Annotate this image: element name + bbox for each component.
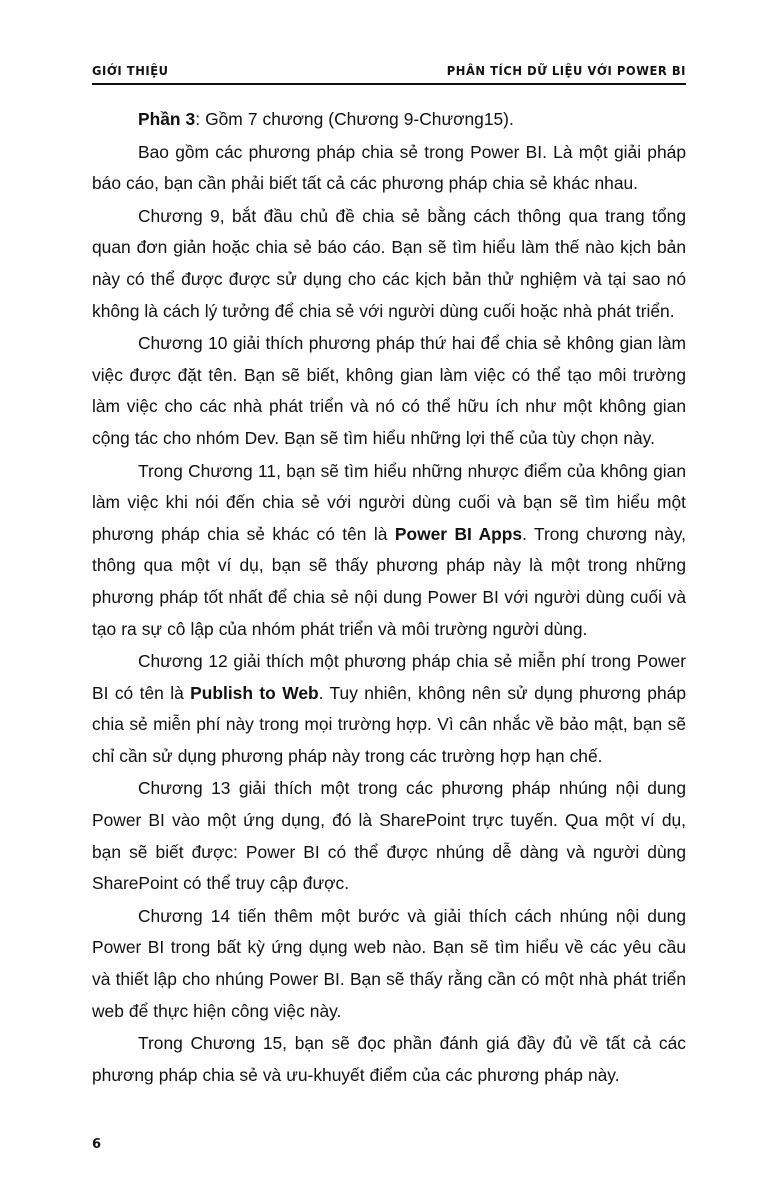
- publish-to-web-term: Publish to Web: [190, 682, 319, 703]
- header-divider: [92, 83, 686, 85]
- paragraph-part3: [92, 104, 686, 136]
- chapter-11-text-b: . Trong chương này, thông qua một ví dụ, bạn sẽ thấy phương pháp này là một trong những phương pháp tốt nhất để chia sẻ nội dung Power BI với người dùng cuối và tạo ra sự cô lập của nhóm phát triển và môi trường người dùng.: [92, 523, 686, 639]
- paragraph-chapter-13: Chương 13 giải thích một trong các phương pháp nhúng nội dung Power BI vào một ứng dụng, đó là SharePoint trực tuyến. Qua một ví dụ, bạn sẽ biết được: Power BI có thể được nhúng dễ dàng và người dùng SharePoint có thể truy cập được.: [92, 778, 686, 894]
- paragraph-chapter-11: [92, 456, 686, 646]
- chapter-11-text-a: Trong Chương 11, bạn sẽ tìm hiểu những nhược điểm của không gian làm việc khi nói đến chia sẻ với người dùng cuối và bạn sẽ tìm hiểu một phương pháp chia sẻ khác có tên là: [92, 460, 686, 544]
- running-head-left: GIỚI THIỆU: [92, 63, 169, 78]
- power-bi-apps-term: Power BI Apps: [394, 523, 523, 544]
- running-head-right: PHÂN TÍCH DỮ LIỆU VỚI POWER BI: [446, 63, 686, 78]
- chapter-12-text-b: . Tuy nhiên, không nên sử dụng phương pháp chia sẻ miễn phí này trong mọi trường hợp. Vì cân nhắc về bảo mật, bạn sẽ chỉ cần sử dụng phương pháp này trong các trường hợp hạn chế.: [92, 682, 686, 766]
- paragraph-chapter-12: [92, 646, 686, 772]
- page-body: [92, 104, 686, 1092]
- paragraph-chapter-14: Chương 14 tiến thêm một bước và giải thích cách nhúng nội dung Power BI trong bất kỳ ứng dụng web nào. Bạn sẽ tìm hiểu về các yêu cầu và thiết lập cho nhúng Power BI. Bạn sẽ thấy rằng cần có một nhà phát triển web để thực hiện công việc này.: [92, 905, 686, 1021]
- part3-text: : Gồm 7 chương (Chương 9-Chương15).: [195, 109, 514, 129]
- chapter-12-text-a: Chương 12 giải thích một phương pháp chia sẻ miễn phí trong Power BI có tên là: [92, 651, 686, 703]
- paragraph-chapter-9: Chương 9, bắt đầu chủ đề chia sẻ bằng cách thông qua trang tổng quan đơn giản hoặc chia sẻ báo cáo. Bạn sẽ tìm hiểu làm thế nào kịch bản này có thể được được sử dụng cho các kịch bản thử nghiệm và tại sao nó không là cách lý tưởng để chia sẻ với người dùng cuối hoặc nhà phát triển.: [92, 205, 686, 321]
- paragraph-intro-sharing: Bao gồm các phương pháp chia sẻ trong Power BI. Là một giải pháp báo cáo, bạn cần phải biết tất cả các phương pháp chia sẻ khác nhau.: [92, 141, 686, 194]
- paragraph-chapter-10: Chương 10 giải thích phương pháp thứ hai để chia sẻ không gian làm việc được đặt tên. Bạn sẽ biết, không gian làm việc có thể tạo môi trường làm việc cho các nhà phát triển và nó có thể hữu ích như một không gian cộng tác cho nhóm Dev. Bạn sẽ tìm hiểu những lợi thế của tùy chọn này.: [92, 333, 686, 448]
- part3-label: Phần 3: [138, 109, 196, 129]
- running-head: [92, 56, 686, 78]
- page-number: 6: [92, 1137, 102, 1152]
- paragraph-chapter-15: Trong Chương 15, bạn sẽ đọc phần đánh giá đầy đủ về tất cả các phương pháp chia sẻ và ưu-khuyết điểm của các phương pháp này.: [92, 1033, 686, 1085]
